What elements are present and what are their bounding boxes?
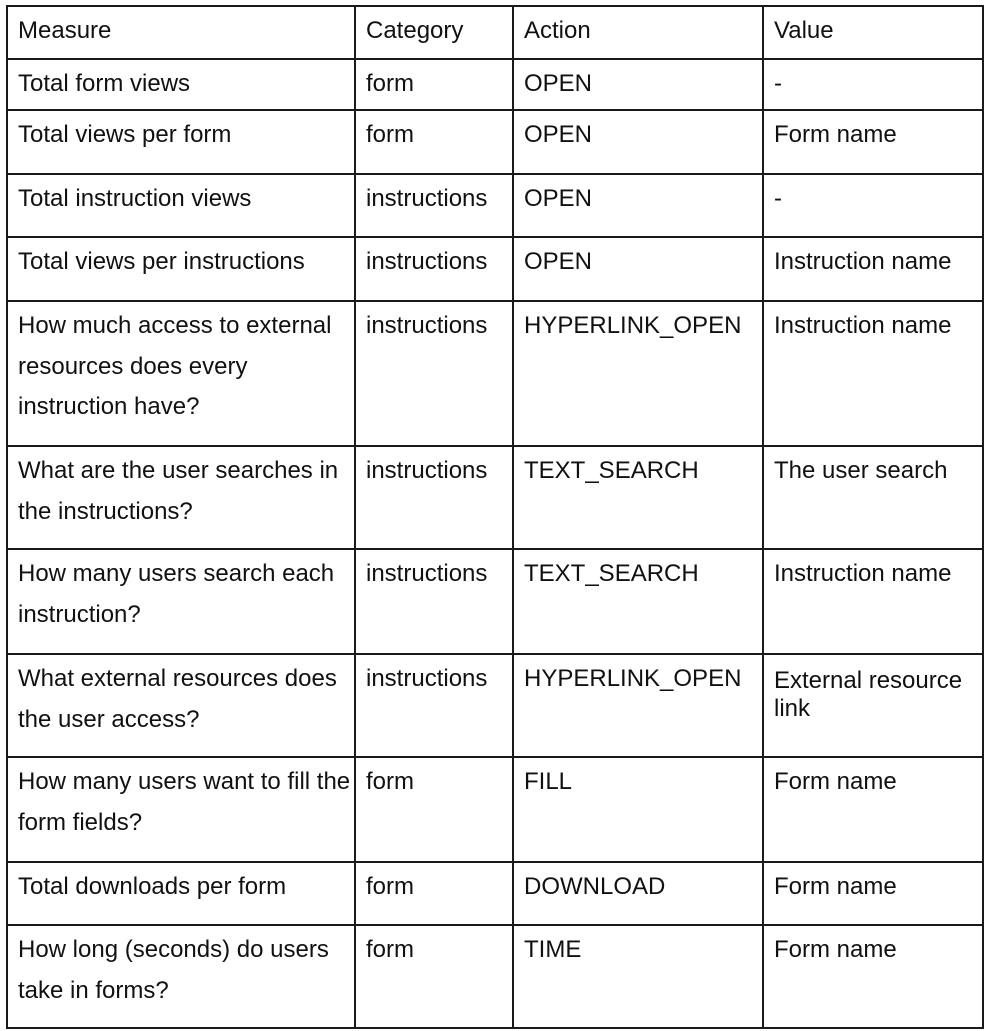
cell-measure: Total form views	[7, 59, 355, 110]
cell-value: Instruction name	[763, 237, 983, 301]
cell-measure: Total instruction views	[7, 174, 355, 237]
cell-value: The user search	[763, 446, 983, 549]
table-row	[7, 925, 983, 1028]
cell-action: TEXT_SEARCH	[513, 549, 763, 654]
table-row	[7, 654, 983, 757]
cell-value: -	[763, 59, 983, 110]
cell-value: Form name	[763, 862, 983, 925]
cell-measure: Total views per instructions	[7, 237, 355, 301]
cell-value: Form name	[763, 925, 983, 1028]
cell-value: Form name	[763, 757, 983, 862]
table-row	[7, 301, 983, 446]
header-category: Category	[355, 6, 513, 59]
table-row	[7, 757, 983, 862]
cell-category: form	[355, 110, 513, 174]
cell-action: TIME	[513, 925, 763, 1028]
cell-action: HYPERLINK_OPEN	[513, 301, 763, 446]
header-value: Value	[763, 6, 983, 59]
cell-measure: Total downloads per form	[7, 862, 355, 925]
header-action: Action	[513, 6, 763, 59]
cell-action: TEXT_SEARCH	[513, 446, 763, 549]
table-row	[7, 110, 983, 174]
cell-category: instructions	[355, 237, 513, 301]
cell-measure: How long (seconds) do users take in forms?	[7, 925, 355, 1028]
header-measure: Measure	[7, 6, 355, 59]
table-row	[7, 549, 983, 654]
cell-measure: How many users want to fill the form fields?	[7, 757, 355, 862]
cell-category: instructions	[355, 301, 513, 446]
table-row	[7, 174, 983, 237]
table-row	[7, 237, 983, 301]
cell-action: DOWNLOAD	[513, 862, 763, 925]
measures-table	[6, 5, 984, 1029]
cell-category: form	[355, 757, 513, 862]
cell-value: Form name	[763, 110, 983, 174]
cell-action: FILL	[513, 757, 763, 862]
table-row	[7, 446, 983, 549]
table-row	[7, 862, 983, 925]
cell-measure: How many users search each instruction?	[7, 549, 355, 654]
cell-category: form	[355, 862, 513, 925]
cell-measure: How much access to external resources does every instruction have?	[7, 301, 355, 446]
cell-action: HYPERLINK_OPEN	[513, 654, 763, 757]
cell-action: OPEN	[513, 237, 763, 301]
cell-value: -	[763, 174, 983, 237]
table-header-row	[7, 6, 983, 59]
cell-measure: What external resources does the user access?	[7, 654, 355, 757]
cell-category: instructions	[355, 174, 513, 237]
cell-value: External resource link	[763, 654, 983, 757]
cell-measure: Total views per form	[7, 110, 355, 174]
cell-action: OPEN	[513, 110, 763, 174]
table-row	[7, 59, 983, 110]
cell-value: Instruction name	[763, 549, 983, 654]
cell-category: form	[355, 925, 513, 1028]
cell-category: form	[355, 59, 513, 110]
cell-action: OPEN	[513, 174, 763, 237]
cell-value: Instruction name	[763, 301, 983, 446]
cell-measure: What are the user searches in the instructions?	[7, 446, 355, 549]
cell-category: instructions	[355, 446, 513, 549]
cell-category: instructions	[355, 549, 513, 654]
cell-action: OPEN	[513, 59, 763, 110]
cell-category: instructions	[355, 654, 513, 757]
